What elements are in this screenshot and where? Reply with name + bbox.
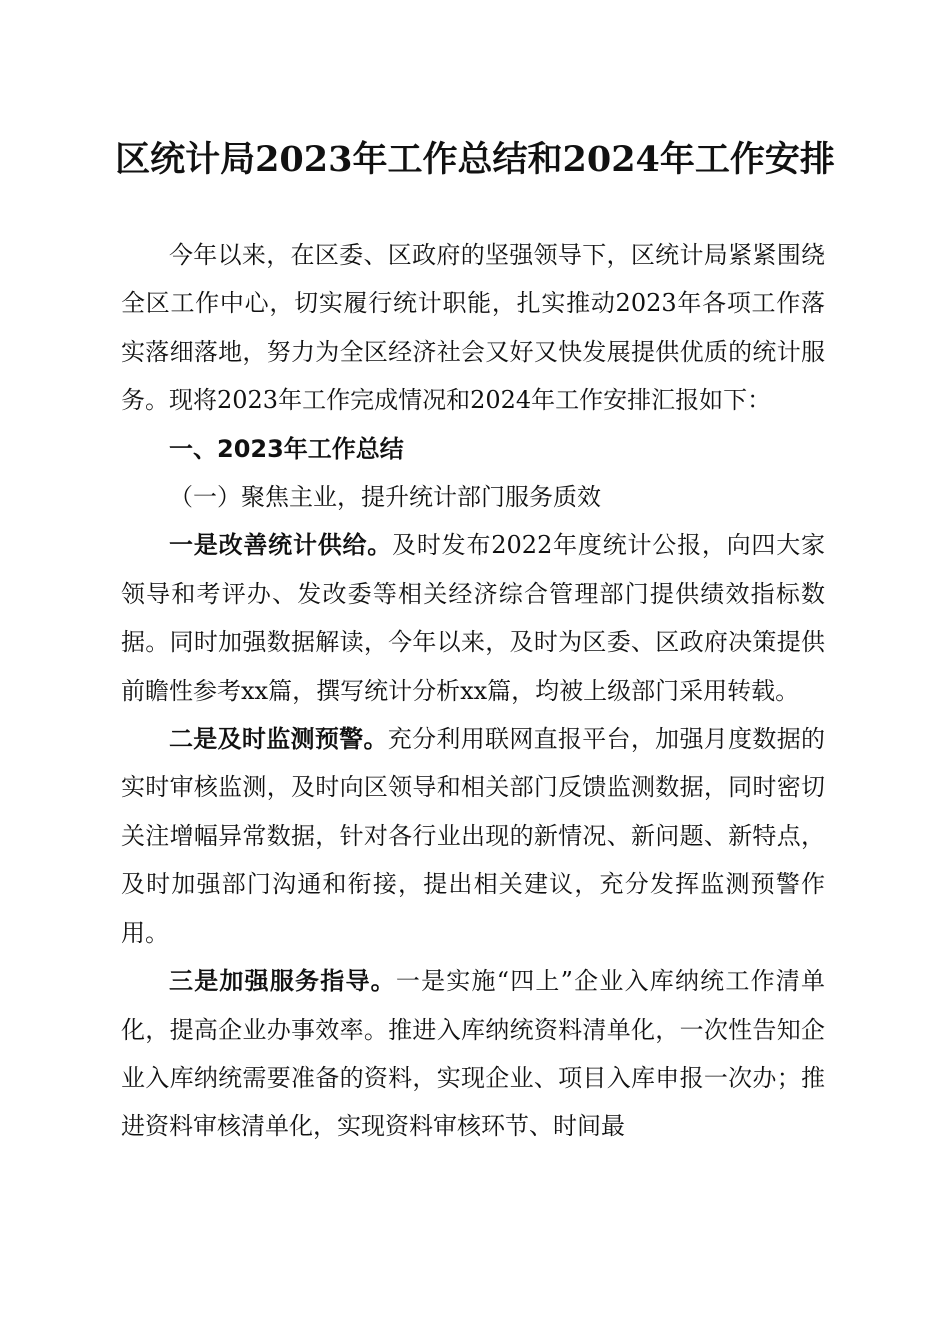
item-text-3: 一是实施“四上”企业入库纳统工作清单化，提高企业办事效率。推进入库纳统资料清单化，一次性告知企业入库纳统需要准备的资料，实现企业、项目入库申报一次办；推进资料审核清单化，实现资料审核环节、时间最 [121,967,825,1141]
item-paragraph-2 [121,715,825,957]
intro-paragraph: 今年以来，在区委、区政府的坚强领导下，区统计局紧紧围绕全区工作中心，切实履行统计职能，扎实推动2023年各项工作落实落细落地，努力为全区经济社会又好又快发展提供优质的统计服务。现将2023年工作完成情况和2024年工作安排汇报如下： [121,241,825,415]
section-heading: 一、2023年工作总结 [169,434,404,463]
item-lead-1: 一是改善统计供给。 [169,530,393,560]
item-text-1: 及时发布2022年度统计公报，向四大家领导和考评办、发改委等相关经济综合管理部门提供绩效指标数据。同时加强数据解读，今年以来，及时为区委、区政府决策提供前瞻性参考xx篇，撰写统计分析xx篇，均被上级部门采用转载。 [121,531,826,705]
item-lead-3: 三是加强服务指导。 [169,966,396,996]
item-text-2: 充分利用联网直报平台，加强月度数据的实时审核监测，及时向区领导和相关部门反馈监测数据，同时密切关注增幅异常数据，针对各行业出现的新情况、新问题、新特点，及时加强部门沟通和衔接，提出相关建议，充分发挥监测预警作用。 [121,725,826,947]
item-lead-2: 二是及时监测预警。 [169,724,388,754]
subsection-heading: （一）聚焦主业，提升统计部门服务质效 [169,483,601,512]
document-body [121,231,825,1151]
item-paragraph-3 [121,957,825,1151]
document-title: 区统计局2023年工作总结和2024年工作安排 [115,139,835,180]
item-paragraph-1 [121,521,825,715]
